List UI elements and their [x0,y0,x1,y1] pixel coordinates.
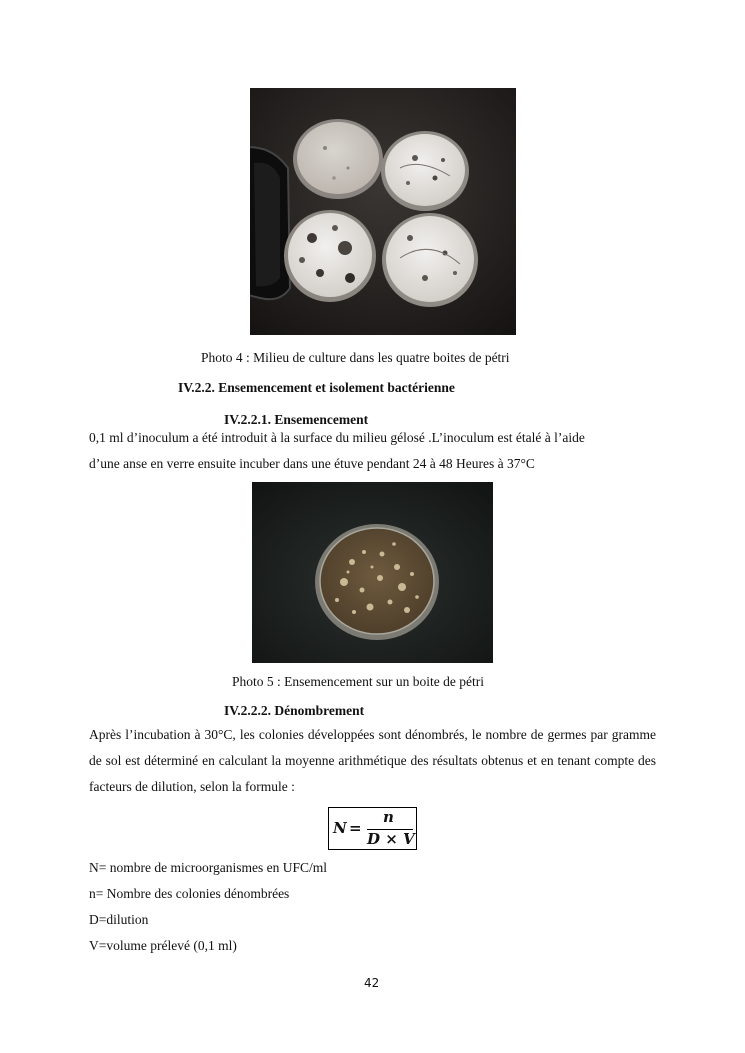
formula-lhs: N [333,819,347,837]
photo-4-image [250,88,516,335]
subsection-heading-ensemencement: IV.2.2.1. Ensemencement [224,412,369,427]
photo-5-petri-dish [252,482,493,663]
definition-V: V=volume prélevé (0,1 ml) [89,938,237,953]
photo-5-image [252,482,493,663]
formula-box [328,807,417,850]
ensemencement-text-line-1: 0,1 ml d’inoculum a été introduit à la surface du milieu gélosé .L’inoculum est étalé à l’aide [89,430,585,445]
formula-equals: = [349,819,362,837]
definition-N: N= nombre de microorganismes en UFC/ml [89,860,327,875]
definition-n: n= Nombre des colonies dénombrées [89,886,290,901]
subsection-heading-denombrement: IV.2.2.2. Dénombrement [224,703,365,718]
denombrement-paragraph: Après l’incubation à 30°C, les colonies développées sont dénombrés, le nombre de germes par gramme de sol est déterminé en calculant la moyenne arithmétique des résultats obtenus et en tenant compte des facteurs de dilution, selon la formule : [89,727,656,794]
photo-4-petri-dishes [250,88,516,335]
page-number: 42 [364,976,380,990]
photo-4-caption: Photo 4 : Milieu de culture dans les quatre boites de pétri [201,350,510,365]
definition-D: D=dilution [89,912,149,927]
formula-denominator: D × V [367,830,415,848]
ensemencement-text-line-2: d’une anse en verre ensuite incuber dans une étuve pendant 24 à 48 Heures à 37°C [89,456,535,471]
formula-numerator: n [383,808,394,826]
section-heading-iv-2-2: IV.2.2. Ensemencement et isolement bactérienne [178,380,455,395]
photo-5-caption: Photo 5 : Ensemencement sur un boite de pétri [232,674,484,689]
